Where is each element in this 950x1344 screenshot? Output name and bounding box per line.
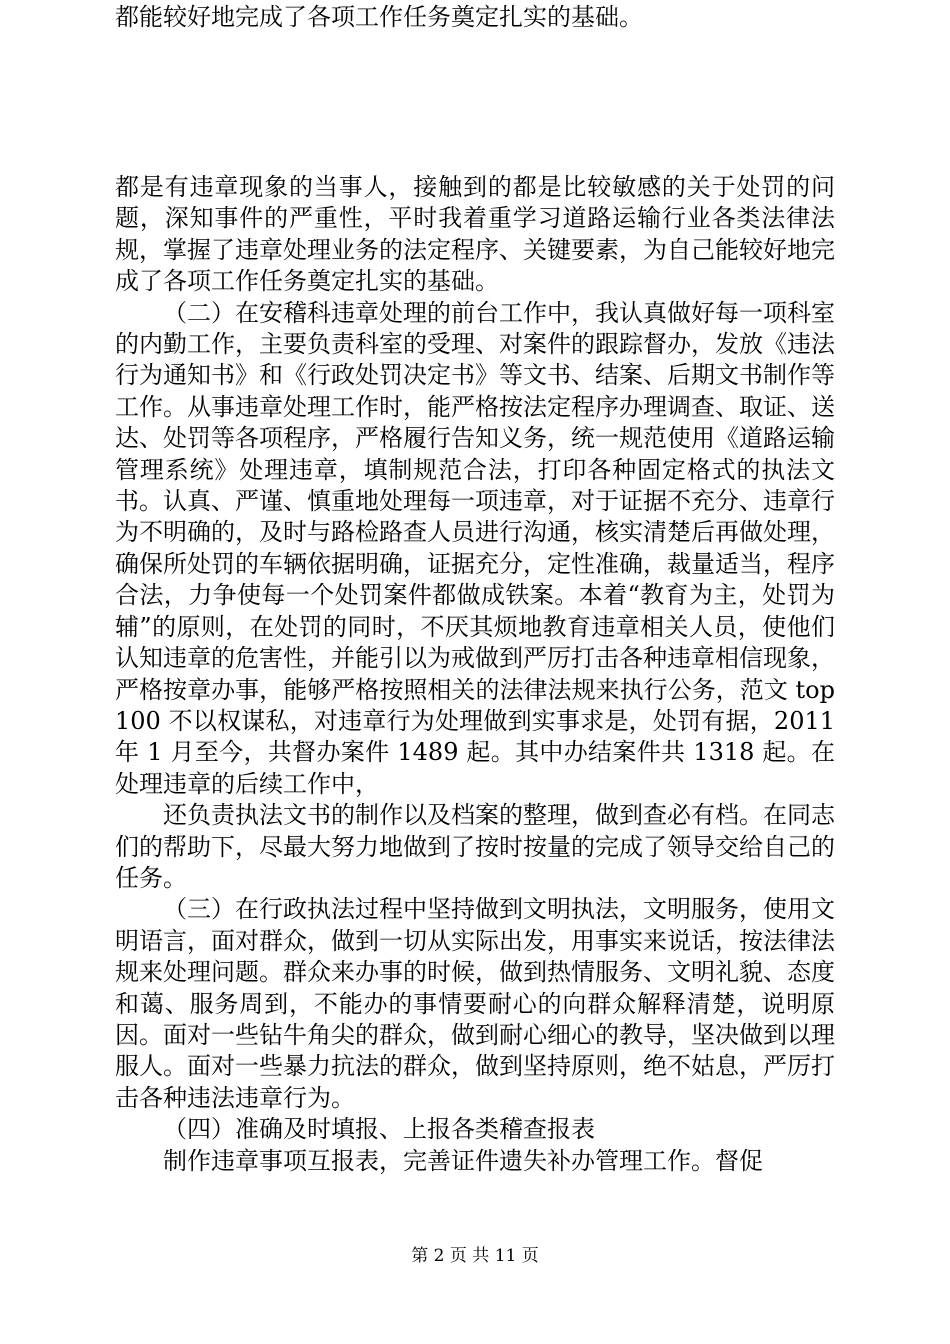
document-body xyxy=(115,172,835,1177)
cut-off-top-line: 都能较好地完成了各项工作任务奠定扎实的基础。 xyxy=(115,3,643,31)
page-footer: 第 2 页 共 11 页 xyxy=(411,1246,539,1266)
paragraph-4: （三）在行政执法过程中坚持做到文明执法，文明服务，使用文明语言，面对群众，做到一切从实际出发，用事实来说话，按法律法规来处理问题。群众来办事的时候，做到热情服务、文明礼貌、态度和蔼、服务周到，不能办的事情要耐心的向群众解释清楚，说明原因。面对一些钻牛角尖的群众，做到耐心细心的教导，坚决做到以理服人。面对一些暴力抗法的群众，做到坚持原则，绝不姑息，严厉打击各种违法违章行为。 xyxy=(115,895,835,1112)
paragraph-3: 还负责执法文书的制作以及档案的整理，做到查必有档。在同志们的帮助下，尽最大努力地做到了按时按量的完成了领导交给自己的任务。 xyxy=(115,801,835,892)
paragraph-1: 都是有违章现象的当事人，接触到的都是比较敏感的关于处罚的问题，深知事件的严重性，平时我着重学习道路运输行业各类法律法规，掌握了违章处理业务的法定程序、关键要素，为自己能较好地完成了各项工作任务奠定扎实的基础。 xyxy=(115,173,835,296)
paragraph-2: （二）在安稽科违章处理的前台工作中，我认真做好每一项科室的内勤工作，主要负责科室的受理、对案件的跟踪督办，发放《违法行为通知书》和《行政处罚决定书》等文书、结案、后期文书制作等工作。从事违章处理工作时，能严格按法定程序办理调查、取证、送达、处罚等各项程序，严格履行告知义务，统一规范使用《道路运输管理系统》处理违章，填制规范合法，打印各种固定格式的执法文书。认真、严谨、慎重地处理每一项违章，对于证据不充分、违章行为不明确的，及时与路检路查人员进行沟通，核实清楚后再做处理，确保所处罚的车辆依据明确，证据充分，定性准确，裁量适当，程序合法，力争使每一个处罚案件都做成铁案。本着“教育为主，处罚为辅”的原则，在处罚的同时，不厌其烦地教育违章相关人员，使他们认知违章的危害性，并能引以为戒做到严厉打击各种违章相信现象，严格按章办事，能够严格按照相关的法律法规来执行公务，范文 top100 不以权谋私，对违章行为处理做到实事求是，处罚有据，2011 年 1 月至今，共督办案件 1489 起。其中办结案件共 1318 起。在处理违章的后续工作中， xyxy=(115,298,835,798)
paragraph-6: 制作违章事项互报表，完善证件遗失补办管理工作。督促 xyxy=(163,1146,763,1175)
paragraph-5-heading: （四）准确及时填报、上报各类稽查报表 xyxy=(163,1115,595,1144)
